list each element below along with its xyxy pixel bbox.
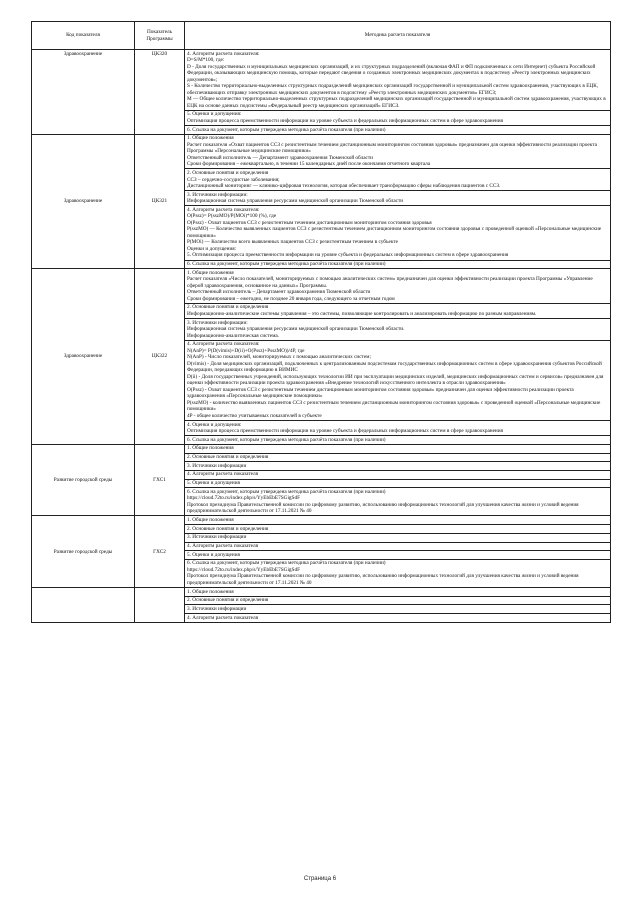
section-heading: 6. Ссылка на документ, которым утверждена методика расчёта показателя (при наличии) bbox=[187, 436, 386, 443]
section-heading: 4. Алгоритм расчета показателя bbox=[187, 614, 258, 621]
methodology-section-cell bbox=[185, 516, 611, 525]
section-text: N(AnP)= P(D(vimis)+D(ii)+O(Pssz)+PsszMO))/4P, где bbox=[187, 347, 305, 354]
indicator-code-cell: ГХС1 bbox=[135, 444, 185, 516]
section-heading: 4. Алгоритм расчета показателя: bbox=[187, 50, 260, 57]
methodology-section-cell bbox=[185, 596, 611, 605]
section-heading: 6. Ссылка на документ, которым утверждена методика расчёта показателя (при наличии) bbox=[187, 488, 386, 495]
methodology-section-cell bbox=[185, 191, 611, 206]
methodology-section-cell bbox=[185, 588, 611, 597]
section-heading: 4. Алгоритм расчета показателя bbox=[187, 471, 258, 478]
indicator-code-cell: ГХС2 bbox=[135, 516, 185, 588]
header-row bbox=[32, 22, 611, 50]
section-heading: 2. Основные понятия и определения bbox=[187, 304, 269, 311]
table-row bbox=[32, 588, 611, 597]
table-header bbox=[32, 22, 611, 50]
section-text: Информационная система управления ресурсами медицинской организации Тюменской области bbox=[187, 198, 404, 205]
methodology-section-cell bbox=[185, 462, 611, 471]
methodology-section-cell bbox=[185, 605, 611, 614]
table-row bbox=[32, 134, 611, 169]
section-heading: 2. Основные понятия и определения bbox=[187, 597, 269, 604]
category-cell: Развитие городской среды bbox=[32, 444, 135, 516]
methodology-section-cell bbox=[185, 488, 611, 516]
methodology-section-cell bbox=[185, 126, 611, 135]
methodology-section-cell bbox=[185, 542, 611, 551]
section-text: Сроки формирования – ежегодно, не позднее 20 января года, следующего за отчетным годом bbox=[187, 295, 395, 302]
section-text: Сроки формирования – ежеквартально, в течении 15 календарных дней после окончания отчетного квартала bbox=[187, 161, 431, 168]
section-heading: 2. Основные понятия и определения bbox=[187, 525, 269, 532]
methodology-section-cell bbox=[185, 319, 611, 341]
section-text: P(MOi) — Количество всего выявленных пациентов ССЗ с резистентным течением в субъекте bbox=[187, 239, 398, 246]
section-heading: 2. Основные понятия и определения bbox=[187, 170, 269, 177]
section-text: P(sszMO) — Количество выявленных пациентов ССЗ с резистентным течением дистанционном мониторингом состояния здоровья с проведенной оценкой «Персональные медицинские помощники» bbox=[187, 226, 602, 239]
section-heading: 3. Источники информации: bbox=[187, 319, 248, 326]
table-row bbox=[32, 444, 611, 453]
methodology-section-cell bbox=[185, 206, 611, 260]
methodology-section-cell bbox=[185, 110, 611, 125]
section-heading: 3. Источники информации: bbox=[187, 191, 248, 198]
section-text: P(sszMO) - количество выявленных пациентов ССЗ с резистентным течением дистанционным мониторингом состояния здоровья» с проведенной оценкой «Персональные медицинские помощники» bbox=[187, 399, 601, 413]
table-row bbox=[32, 50, 611, 111]
section-heading: 5. Оценки и допущения bbox=[187, 480, 240, 487]
table-row bbox=[32, 269, 611, 304]
section-text: S - Количество территориально-выделенных структурных подразделений медицинских организаций государственной и муниципальной систем здравоохранения, участвующих в ЕЦК, обеспечивающих отправку электронных медицинских документов в подсистему «Реестр электронных медицинских документов» ЕГИСЗ; bbox=[187, 83, 599, 96]
header-methodology: Методика расчета показателя bbox=[185, 22, 611, 50]
methodology-section-cell bbox=[185, 134, 611, 169]
category-cell: Здравоохранение bbox=[32, 50, 135, 135]
methodology-section-cell bbox=[185, 453, 611, 462]
section-heading: 3. Источники информации bbox=[187, 534, 247, 541]
table-body bbox=[32, 50, 611, 623]
indicator-code-cell bbox=[135, 588, 185, 623]
section-text: Дистанционный мониторинг — клинико-цифровая технология, которая обеспечивает трансформацию сферы наблюдения пациентов с ССЗ. bbox=[187, 183, 501, 190]
section-text: Оптимизация процесса преемственности информации на уровне субъекта и федеральных информационных систем в сфере здравоохранения bbox=[187, 428, 503, 435]
section-text: Расчет показателя «Число показателей, мониторируемых с помощью аналитических систем» предназначен для оценки эффективности реализации проекта Программы «Управление сферой здравоохранения, основанное на данных» Программы. bbox=[187, 276, 593, 289]
section-heading: 4. Алгоритм расчета показателя: bbox=[187, 341, 260, 348]
section-heading: 4. Алгоритм расчета показателя bbox=[187, 543, 258, 550]
section-text: 5. Оптимизация процесса преемственности информации на уровне субъекта и федеральных информационных систем в сфере здравоохранения bbox=[187, 252, 509, 259]
section-heading: 1. Общие положения bbox=[187, 269, 234, 276]
methodology-section-cell bbox=[185, 614, 611, 623]
section-text: Протокол президиума Правительственной комиссии по цифровому развитию, использованию информационных технологий для улучшения качества жизни и условий ведения предпринимательской деятельности от 17.11.2021 № 40 bbox=[187, 573, 579, 586]
category-cell: Развитие городской среды bbox=[32, 516, 135, 588]
section-text: ССЗ – сердечно-сосудистые заболевания; bbox=[187, 176, 280, 183]
section-heading: 5. Оценки и допущения: bbox=[187, 111, 242, 118]
section-text: Информационно-аналитические системы управления – это системы, позволяющие контролировать и анализировать информацию по разным направлениям. bbox=[187, 310, 537, 317]
section-heading: 2. Основные понятия и определения bbox=[187, 454, 269, 461]
methodology-section-cell bbox=[185, 303, 611, 318]
section-heading: 6. Ссылка на документ, которым утверждена методика расчёта показателя (при наличии) bbox=[187, 560, 386, 567]
section-text: D(vimis) - Доля медицинских организаций, подключенных к централизованным подсистемам государственных информационных систем в сфере здравоохранения субъектов Российской Федерации, передающих информацию в ВИМИС bbox=[187, 360, 602, 374]
header-indicator-code: Код показателя bbox=[32, 22, 135, 50]
section-text: Ответственный исполнитель — Департамент здравоохранения Тюменской области bbox=[187, 154, 373, 161]
methodology-section-cell bbox=[185, 479, 611, 488]
section-text: N(AnP) - Число показателей, мониторируемых с помощью аналитических систем; bbox=[187, 354, 371, 361]
methodology-section-cell bbox=[185, 525, 611, 534]
header-program-indicator: Показатель Программы bbox=[135, 22, 185, 50]
section-text: Расчет показателя «Охват пациентов ССЗ с резистентным течением дистанционным мониторингом состояния здоровья» предназначен для оценки эффективности реализации проекта Программы «Персональные медицинские помощники» bbox=[187, 141, 597, 155]
methodology-section-cell bbox=[185, 269, 611, 304]
page-number: Страница 6 bbox=[303, 876, 337, 882]
section-text: Информационно-аналитическая система. bbox=[187, 332, 280, 339]
section-text: D(ii) - Доля государственных учреждений, использующих технологии ИИ при эксплуатации медицинских изделий, медицинских информационных систем и сервисов» предназначен для оценки эффективности реализации проекта здравоохранения «Внедрение технологий искусственного интеллекта в отрасли здравоохранения» bbox=[187, 373, 604, 387]
section-heading: 5. Оценки и допущения bbox=[187, 551, 240, 558]
section-heading: 4. Алгоритм расчета показателя: bbox=[187, 206, 260, 213]
section-text: Ответственный исполнитель – Департамент здравоохранения Тюменской области bbox=[187, 289, 371, 296]
methodology-section-cell bbox=[185, 533, 611, 542]
section-heading: 1. Общие положения bbox=[187, 517, 234, 524]
section-text: https://cloud.72to.ru/index.php/s/YyEbEbE7SGigSdF bbox=[187, 495, 301, 502]
methodology-section-cell bbox=[185, 420, 611, 435]
section-heading: 4. Оценки и допущения: bbox=[187, 421, 242, 428]
methodology-section-cell bbox=[185, 260, 611, 269]
category-cell: Здравоохранение bbox=[32, 134, 135, 268]
section-heading: 1. Общие положения bbox=[187, 135, 234, 142]
section-text: Оценки и допущения: bbox=[187, 245, 237, 252]
indicator-code-cell: ЦК321 bbox=[135, 134, 185, 268]
section-text: Информационная система управления ресурсами медицинской организации Тюменской области. bbox=[187, 326, 405, 333]
section-heading: 1. Общие положения bbox=[187, 445, 234, 452]
methodology-section-cell bbox=[185, 169, 611, 191]
section-text: O(Pssz)= P(sszMO)/P(MOi)*100 (%), где bbox=[187, 213, 277, 220]
section-text: https://cloud.72to.ru/index.php/s/YyEbEbE7SGigSdF bbox=[187, 566, 301, 573]
section-heading: 6. Ссылка на документ, которым утверждена методика расчёта показателя (при наличии) bbox=[187, 261, 386, 268]
methodology-section-cell bbox=[185, 470, 611, 479]
methodology-section-cell bbox=[185, 436, 611, 445]
methodology-section-cell bbox=[185, 551, 611, 560]
section-heading: 6. Ссылка на документ, которым утверждена методика расчёта показателя (при наличии) bbox=[187, 126, 386, 133]
methodology-section-cell bbox=[185, 340, 611, 420]
methodology-section-cell bbox=[185, 559, 611, 587]
section-heading: 3. Источники информации bbox=[187, 606, 247, 613]
section-text: D - Доля государственных и муниципальных медицинских организаций, и их структурных подразделений (включая ФАП и ФП подключенных к сети Интернет) субъекта Российской Федерации, оказывающих медицинскую помощь, которые передают сведения о созданных электронных медицинских документах в подсистему «Реестр электронных медицинских документов»; bbox=[187, 63, 596, 83]
category-cell bbox=[32, 588, 135, 623]
section-text: D=S/M*100, где: bbox=[187, 57, 225, 64]
category-cell: Здравоохранение bbox=[32, 269, 135, 445]
section-text: 4P - общее количество учитываемых показателей в субъекте bbox=[187, 412, 322, 419]
methodology-section-cell bbox=[185, 50, 611, 111]
section-text: O(Pssz) - Охват пациентов ССЗ с резистентным течением дистанционным мониторингом состояния здоровья» предназначен для оценки эффективности реализации проекта здравоохранения «Персональные медицинские помощники» bbox=[187, 386, 574, 400]
methodology-table bbox=[31, 21, 611, 623]
section-heading: 1. Общие положения bbox=[187, 588, 234, 595]
table-row bbox=[32, 516, 611, 525]
section-text: Оптимизация процесса преемственности информации на уровне субъекта и федеральных информационных систем в сфере здравоохранения bbox=[187, 117, 503, 124]
section-text: O(Pssz) - Охват пациентов ССЗ с резистентным течением дистанционным мониторингом состояния здоровья bbox=[187, 219, 432, 226]
section-text: M — Общее количество территориально-выделенных структурных подразделений медицинских организаций государственной и муниципальной систем здравоохранения, участвующих в ЕЦК на основе данных подсистемы «Федеральный реестр медицинских организаций» ЕГИСЗ. bbox=[187, 96, 606, 109]
methodology-section-cell bbox=[185, 444, 611, 453]
indicator-code-cell: ЦК320 bbox=[135, 50, 185, 135]
indicator-code-cell: ЦК322 bbox=[135, 269, 185, 445]
section-heading: 3. Источники информации bbox=[187, 462, 247, 469]
section-text: Протокол президиума Правительственной комиссии по цифровому развитию, использованию информационных технологий для улучшения качества жизни и условий ведения предпринимательской деятельности от 17.11.2021 № 40 bbox=[187, 501, 579, 515]
